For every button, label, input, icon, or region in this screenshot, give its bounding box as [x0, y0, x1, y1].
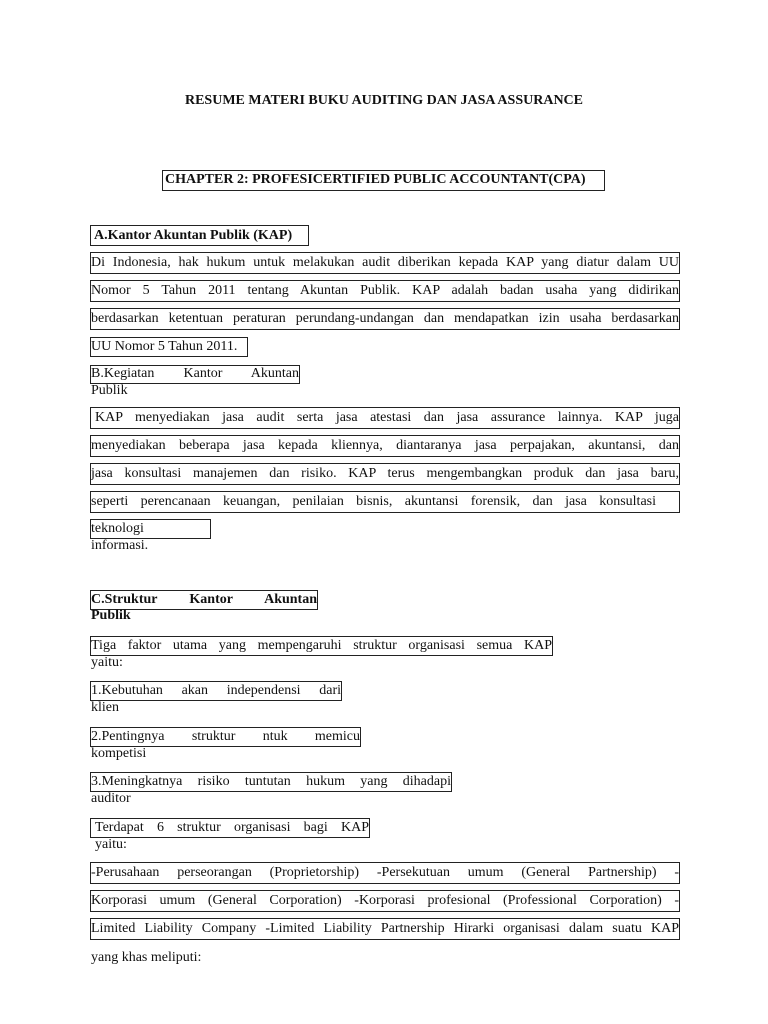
structures-line-3: [91, 921, 679, 937]
section-b-heading: B.Kegiatan Kantor Akuntan: [91, 366, 299, 381]
section-a-line-2: [91, 283, 679, 299]
section-b-line-5: teknologi: [91, 521, 144, 536]
closing-line: yang khas meliputi:: [91, 950, 202, 965]
section-b-line-2: menyediakan beberapa jasa kepada kliennya, diantaranya jasa perpajakan, akuntansi, dan: [91, 438, 679, 453]
section-a-line-4: UU Nomor 5 Tahun 2011.: [91, 339, 238, 354]
document-title: RESUME MATERI BUKU AUDITING DAN JASA ASSURANCE: [184, 93, 584, 108]
factor-2-cont: kompetisi: [91, 746, 147, 761]
structures-intro-text: Terdapat 6 struktur organisasi bagi KAP: [95, 820, 369, 835]
section-b-line-3: jasa konsultasi manajemen dan risiko. KAP terus mengembangkan produk dan jasa baru,: [91, 466, 679, 481]
structures-line-3-part-1: Limited Liability Company -Limited Liability Partnership: [91, 921, 454, 936]
section-a-line-3: berdasarkan ketentuan peraturan perundang-undangan dan mendapatkan izin usaha berdasarkan: [91, 311, 679, 326]
factors-intro: [91, 638, 552, 654]
factor-2: 2.Pentingnya struktur ntuk memicu: [91, 729, 360, 744]
structures-intro: [95, 820, 369, 836]
section-a-line-2-part-2: KAP adalah badan usaha yang didirikan: [412, 283, 679, 298]
section-c-heading: C.Struktur Kantor Akuntan: [91, 592, 317, 607]
factor-1-cont: klien: [91, 700, 119, 715]
chapter-title: CHAPTER 2: PROFESICERTIFIED PUBLIC ACCOUNTANT(CPA): [165, 172, 586, 187]
section-a-heading: A.Kantor Akuntan Publik (KAP): [94, 228, 293, 243]
section-b-line-6: informasi.: [91, 538, 149, 553]
structures-line-2: Korporasi umum (General Corporation) -Korporasi profesional (Professional Corporation) -: [91, 893, 679, 908]
structures-intro-cont: yaitu:: [95, 837, 127, 852]
factor-1: 1.Kebutuhan akan independensi dari: [91, 683, 341, 698]
section-b-line-4: seperti perencanaan keuangan, penilaian bisnis, akuntansi forensik, dan jasa konsultasi: [91, 494, 656, 509]
factors-intro-text: Tiga faktor utama yang mempengaruhi struktur organisasi semua KAP: [91, 638, 552, 653]
factor-3-cont: auditor: [91, 791, 131, 806]
factor-3: 3.Meningkatnya risiko tuntutan hukum yang dihadapi: [91, 774, 451, 789]
section-a-line-2-part-1: Nomor 5 Tahun 2011 tentang Akuntan Publik.: [91, 283, 413, 298]
structures-line-1: -Perusahaan perseorangan (Proprietorship) -Persekutuan umum (General Partnership) -: [91, 865, 679, 880]
structures-line-3-part-2: Hirarki organisasi dalam suatu KAP: [453, 921, 679, 936]
section-b-heading-cont: Publik: [91, 383, 128, 398]
section-b-line-1: KAP menyediakan jasa audit serta jasa atestasi dan jasa assurance lainnya. KAP juga: [95, 410, 679, 425]
section-c-heading-cont: Publik: [91, 608, 131, 623]
section-a-line-1: Di Indonesia, hak hukum untuk melakukan audit diberikan kepada KAP yang diatur dalam UU: [91, 255, 679, 270]
factors-intro-cont: yaitu:: [91, 655, 123, 670]
